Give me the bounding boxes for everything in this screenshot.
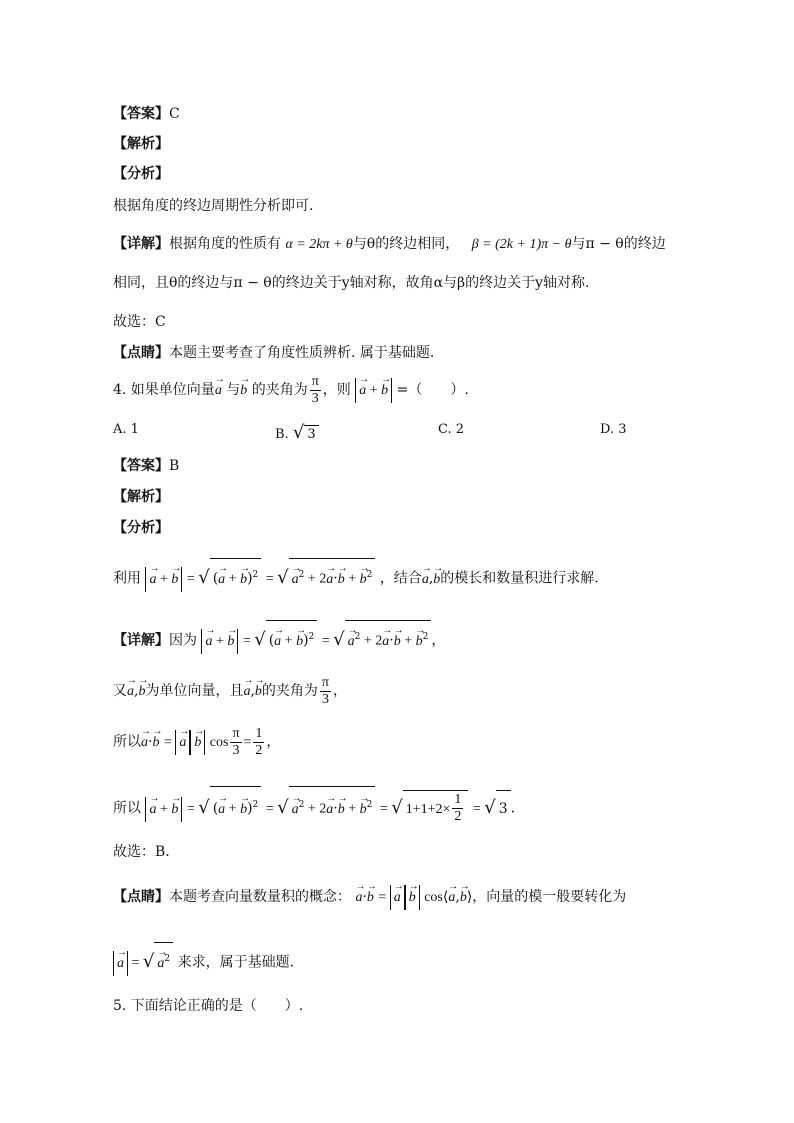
denominator: 3 <box>321 691 329 707</box>
vector-a: → a <box>382 627 389 657</box>
vector-b: → b <box>381 381 388 401</box>
vector-b: → b <box>394 627 401 657</box>
detail-text: 所以 <box>113 800 141 817</box>
sqrt-symbol <box>391 801 402 817</box>
abs-a <box>175 730 190 755</box>
vector-b: → b <box>240 793 247 827</box>
vector-a: → a <box>205 632 212 652</box>
sqrt-value: 3 <box>496 790 511 826</box>
detail-text: 与π − θ的终边 <box>571 236 666 252</box>
vector-b: → b <box>409 888 416 908</box>
option-value: 1 <box>130 422 139 437</box>
fraction-one-half <box>452 792 463 825</box>
q4-fenxi-label: 【分析】 <box>113 520 169 536</box>
option-key: C. <box>438 422 452 437</box>
vector-a: → a <box>422 565 429 595</box>
vector-b: → b <box>296 627 303 657</box>
q4-detail-line-4: 所以 → a + → b = √ (→ a + → b)$^2$ = √ → $a^2 + 2\to a\cdot\to b$ + → $b^2$ = √ 1+1+2× $\frac{1}{2}$ = √ 3 . <box>113 786 515 827</box>
abs-a-plus-b: → a + → b <box>145 797 182 822</box>
vector-b: → b <box>194 733 201 753</box>
vector-b: → b <box>152 726 159 760</box>
stem-text: ，则 <box>322 382 351 398</box>
vector-b: → b <box>255 675 262 709</box>
vector-a: → a <box>448 881 455 915</box>
option-value: 3 <box>618 422 627 437</box>
detail-text: 又 <box>113 683 127 699</box>
vector-a: → a <box>149 570 156 590</box>
fraction-pi-over-3 <box>230 726 241 759</box>
sqrt-symbol <box>277 801 288 817</box>
vector-b: → b <box>240 565 247 595</box>
q4-answer-line <box>113 456 179 476</box>
fenxi-text: ，结合 <box>379 570 422 587</box>
option-key: A. <box>113 422 127 437</box>
denominator: 3 <box>311 390 319 406</box>
vector-b: → b <box>138 675 145 709</box>
vector-a: → a <box>179 733 186 753</box>
vector-b: → b <box>227 632 234 652</box>
vector-b: → b <box>460 881 467 915</box>
answer-value: B <box>169 458 180 474</box>
q4-detail-line-1: 【详解】因为 → a + → b = √ (→ a + → b)$^2$ = √ → $a^2 + 2\to a\cdot\to b$ + → $b^2$ ， <box>113 620 445 657</box>
sqrt-symbol <box>254 633 265 649</box>
option-b[interactable] <box>275 422 319 443</box>
vector-a: → a <box>355 881 362 915</box>
sqrt-symbol <box>198 571 209 587</box>
vector-a: → a <box>141 726 148 760</box>
q4-detail-line-3: 所以→ a·→ b = → a→ b cos $\frac{\pi}{3}$ = $\frac{1}{2}$ ， <box>113 725 280 760</box>
option-a[interactable] <box>113 422 139 437</box>
vector-a: → a <box>326 793 333 827</box>
detail-text: 所以 <box>113 734 141 750</box>
denominator: 2 <box>454 809 462 825</box>
numerator: π <box>311 373 319 389</box>
stem-text: 与 <box>226 382 241 398</box>
comment-text: 本题主要考查了角度性质辨析. 属于基础题. <box>169 345 435 361</box>
cos-text: cos <box>424 890 443 905</box>
sqrt-squared: (→ a + → b)$^2$ <box>210 786 262 827</box>
abs-b <box>190 730 205 755</box>
vector-b: → b <box>360 793 367 827</box>
alpha-expression: α = 2kπ + θ <box>285 237 353 252</box>
vector-a: → a <box>359 381 366 401</box>
detail-text: 为单位向量，且 <box>145 683 244 699</box>
vector-b: → b <box>338 565 345 595</box>
abs-a <box>390 885 405 910</box>
q3-analysis-label: 【解析】 <box>113 136 169 152</box>
comment-text: ，向量的模一般要转化为 <box>472 889 627 905</box>
abs-a-plus-b: → a + → b <box>201 629 238 654</box>
option-c[interactable] <box>438 422 464 437</box>
detail-text: 根据角度的性质有 <box>169 236 281 252</box>
comment-label: 【点睛】 <box>113 889 169 905</box>
fenxi-text: 利用 <box>113 570 141 587</box>
fraction-one-half <box>253 726 264 759</box>
vector-b: → b <box>171 570 178 590</box>
sqrt-squared: (→ a + → b)$^2$ <box>210 558 262 595</box>
option-key: D. <box>600 422 615 437</box>
fraction-pi-over-3 <box>320 675 331 708</box>
q3-detail-line-1 <box>113 234 666 255</box>
fraction-pi-over-3 <box>310 374 321 407</box>
sqrt-calc <box>403 790 469 827</box>
answer-label: 【答案】 <box>113 458 169 474</box>
vector-b: → b <box>433 565 440 595</box>
sqrt-squared: (→ a + → b)$^2$ <box>266 620 318 657</box>
q3-fenxi-text: 根据角度的终边周期性分析即可. <box>113 198 314 214</box>
sqrt-symbol <box>293 427 304 442</box>
vector-b: → b <box>338 793 345 827</box>
sqrt-symbol <box>198 801 209 817</box>
beta-expression: β = (2k + 1)π − θ <box>471 237 572 252</box>
vector-a: → a <box>117 954 124 974</box>
vector-a: → a <box>218 793 225 827</box>
denominator: 2 <box>255 742 263 758</box>
q4-stem <box>113 373 469 408</box>
detail-text: 因为 <box>169 632 197 649</box>
sqrt-symbol <box>277 571 288 587</box>
q4-comment-line-1: 【点睛】本题考查向量数量积的概念： → a·→ b = → a→ b cos⟨→ a,→ b⟩，向量的模一般要转化为 <box>113 880 626 915</box>
sqrt-expanded: → $a^2 + 2\to a\cdot\to b$ + → $b^2$ <box>289 558 376 595</box>
sqrt-expanded: → $a^2 + 2\to a\cdot\to b$ + → $b^2$ <box>289 786 376 827</box>
q3-detail-line-2: 相同，且θ的终边与π − θ的终边关于y轴对称，故角α与β的终边关于y轴对称. <box>113 275 590 291</box>
abs-a <box>113 951 128 976</box>
vector-a: → a <box>243 675 250 709</box>
option-d[interactable] <box>600 422 627 437</box>
vector-b: → b <box>171 800 178 820</box>
cos-text: cos <box>209 735 229 750</box>
comment-text: 本题考查向量数量积的概念： <box>169 889 351 905</box>
vector-a: → a <box>149 800 156 820</box>
answer-label: 【答案】 <box>113 106 169 122</box>
answer-value: C <box>169 106 180 122</box>
detail-label: 【详解】 <box>113 632 169 649</box>
abs-b <box>405 885 420 910</box>
q3-comment-line <box>113 343 434 363</box>
abs-a-plus-b: → a + → b <box>145 567 182 592</box>
q4-choice-line: 故选：B. <box>113 844 170 860</box>
numerator: 1 <box>454 792 462 808</box>
vector-b: → b <box>360 565 367 595</box>
vector-a: → a <box>394 888 401 908</box>
stem-text: =（ ）. <box>396 382 469 398</box>
vector-a: → a <box>292 565 299 595</box>
option-key: B. <box>275 427 289 442</box>
detail-text: 与θ的终边相同， <box>352 236 460 252</box>
q4-fenxi-formula: 利用 → a + → b = √ (→ a + → b)$^2$ = √ → $a^2 + 2\to a\cdot\to b$ + → $b^2$ ，结合→ a,→ b的模长和数量积进行求解. <box>113 558 599 595</box>
vector-a: → a <box>215 374 222 408</box>
q3-choice-line: 故选：C <box>113 314 166 330</box>
sqrt-symbol <box>143 955 154 971</box>
q5-stem: 5. 下面结论正确的是（ ）. <box>113 998 304 1014</box>
vector-a: → a <box>157 949 164 979</box>
fenxi-text: 的模长和数量积进行求解. <box>440 570 599 587</box>
detail-text: 的夹角为 <box>261 683 318 699</box>
q3-answer-line <box>113 104 180 124</box>
q4-comment-line-2: → a = √ → $a^2$ 来求，属于基础题. <box>113 942 294 979</box>
comment-text: 来求，属于基础题. <box>177 954 295 971</box>
vector-a: → a <box>292 793 299 827</box>
vector-a: → a <box>348 627 355 657</box>
numerator: 1 <box>255 725 263 741</box>
denominator: 3 <box>232 742 240 758</box>
detail-label: 【详解】 <box>113 236 169 252</box>
vector-a: → a <box>127 675 134 709</box>
q3-fenxi-label: 【分析】 <box>113 166 169 182</box>
option-value: 2 <box>455 422 465 437</box>
abs-a-plus-b: → a + → b <box>355 378 392 403</box>
calc-text: 1+1+2× <box>405 801 451 817</box>
option-value: 3 <box>304 425 318 442</box>
vector-a: → a <box>218 565 225 595</box>
stem-text: 的夹角为 <box>251 382 308 398</box>
sqrt-a-squared: → $a^2$ <box>154 942 173 979</box>
vector-a: → a <box>274 627 281 657</box>
sqrt-symbol <box>484 801 495 817</box>
q4-analysis-label: 【解析】 <box>113 489 169 505</box>
vector-b: → b <box>367 881 374 915</box>
stem-text: 4. 如果单位向量 <box>113 382 215 398</box>
numerator: π <box>321 674 329 690</box>
numerator: π <box>232 725 240 741</box>
vector-b: → b <box>416 627 423 657</box>
sqrt-symbol <box>333 633 344 649</box>
vector-b: → b <box>240 374 247 408</box>
q4-detail-line-2: 又→ a,→ b为单位向量，且→ a,→ b的夹角为 $\frac{\pi}{3}$ ， <box>113 674 347 709</box>
comment-label: 【点睛】 <box>113 345 169 361</box>
sqrt-expanded: → $a^2 + 2\to a\cdot\to b$ + → $b^2$ <box>345 620 432 657</box>
vector-a: → a <box>326 565 333 595</box>
